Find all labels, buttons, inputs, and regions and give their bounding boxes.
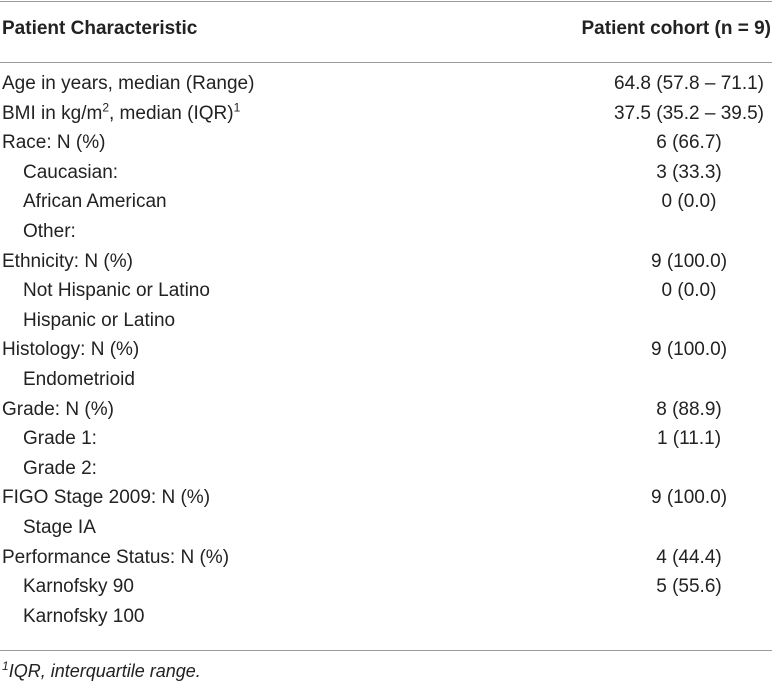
row-value: 6 (66.7) [656,132,722,154]
table-row [0,102,772,132]
superscript-squared: 2 [102,100,109,115]
row-label: FIGO Stage 2009: N (%) [2,487,211,509]
row-value: 5 (55.6) [656,576,722,598]
row-label: Performance Status: N (%) [2,546,230,568]
row-label: Grade 2: [23,457,97,479]
table-row [0,516,772,546]
row-label [2,102,240,126]
table-bottom-rule [0,650,772,651]
row-value: 9 (100.0) [650,487,728,509]
table-body [0,72,772,634]
row-label: Histology: N (%) [2,339,140,361]
row-label: Endometrioid [23,368,135,390]
row-label: African American [23,191,167,213]
header-patient-characteristic: Patient Characteristic [2,18,198,39]
row-label: Grade: N (%) [2,398,114,420]
row-value: 4 (44.4) [656,546,722,568]
row-label: Grade 1: [23,428,97,450]
table-row [0,309,772,339]
table-header-row [0,0,772,62]
table-row [0,279,772,309]
row-label: Stage IA [23,516,96,538]
footnote-marker: 1 [2,659,9,673]
table-row [0,250,772,280]
table-row [0,546,772,576]
table-row [0,486,772,516]
table-row [0,605,772,635]
row-value: 9 (100.0) [650,250,728,272]
row-label: Race: N (%) [2,132,106,154]
footnote-marker-ref: 1 [233,100,241,115]
table-footnote [2,660,201,682]
row-label: Karnofsky 100 [23,605,145,627]
row-value: 0 (0.0) [661,280,717,302]
row-value: 64.8 (57.8 – 71.1) [614,73,764,94]
table-row [0,72,772,102]
row-label-suffix: , median (IQR) [109,102,234,124]
table-row [0,427,772,457]
row-value: 0 (0.0) [661,191,717,213]
table-row [0,220,772,250]
row-value: 1 (11.1) [656,428,722,450]
row-label: Ethnicity: N (%) [2,250,133,272]
row-label: Hispanic or Latino [23,309,176,331]
header-patient-cohort: Patient cohort (n = 9) [581,18,771,39]
row-value: 9 (100.0) [650,339,728,361]
table-row [0,338,772,368]
table-row [0,131,772,161]
table-row [0,398,772,428]
row-label: Other: [23,220,76,242]
row-value: 3 (33.3) [656,161,722,183]
row-label: Karnofsky 90 [23,576,134,598]
table-row [0,457,772,487]
row-value: 37.5 (35.2 – 39.5) [614,102,764,124]
row-label: Caucasian: [23,161,119,183]
row-value: 8 (88.9) [656,398,722,420]
row-label-text: BMI in kg/m [2,102,103,124]
table-header-rule [0,62,772,63]
footnote-text: IQR, interquartile range. [8,661,201,681]
table-row [0,368,772,398]
row-label: Age in years, median (Range) [2,73,255,94]
row-label: Not Hispanic or Latino [23,280,210,302]
table-row [0,575,772,605]
table-row [0,190,772,220]
table-row [0,161,772,191]
